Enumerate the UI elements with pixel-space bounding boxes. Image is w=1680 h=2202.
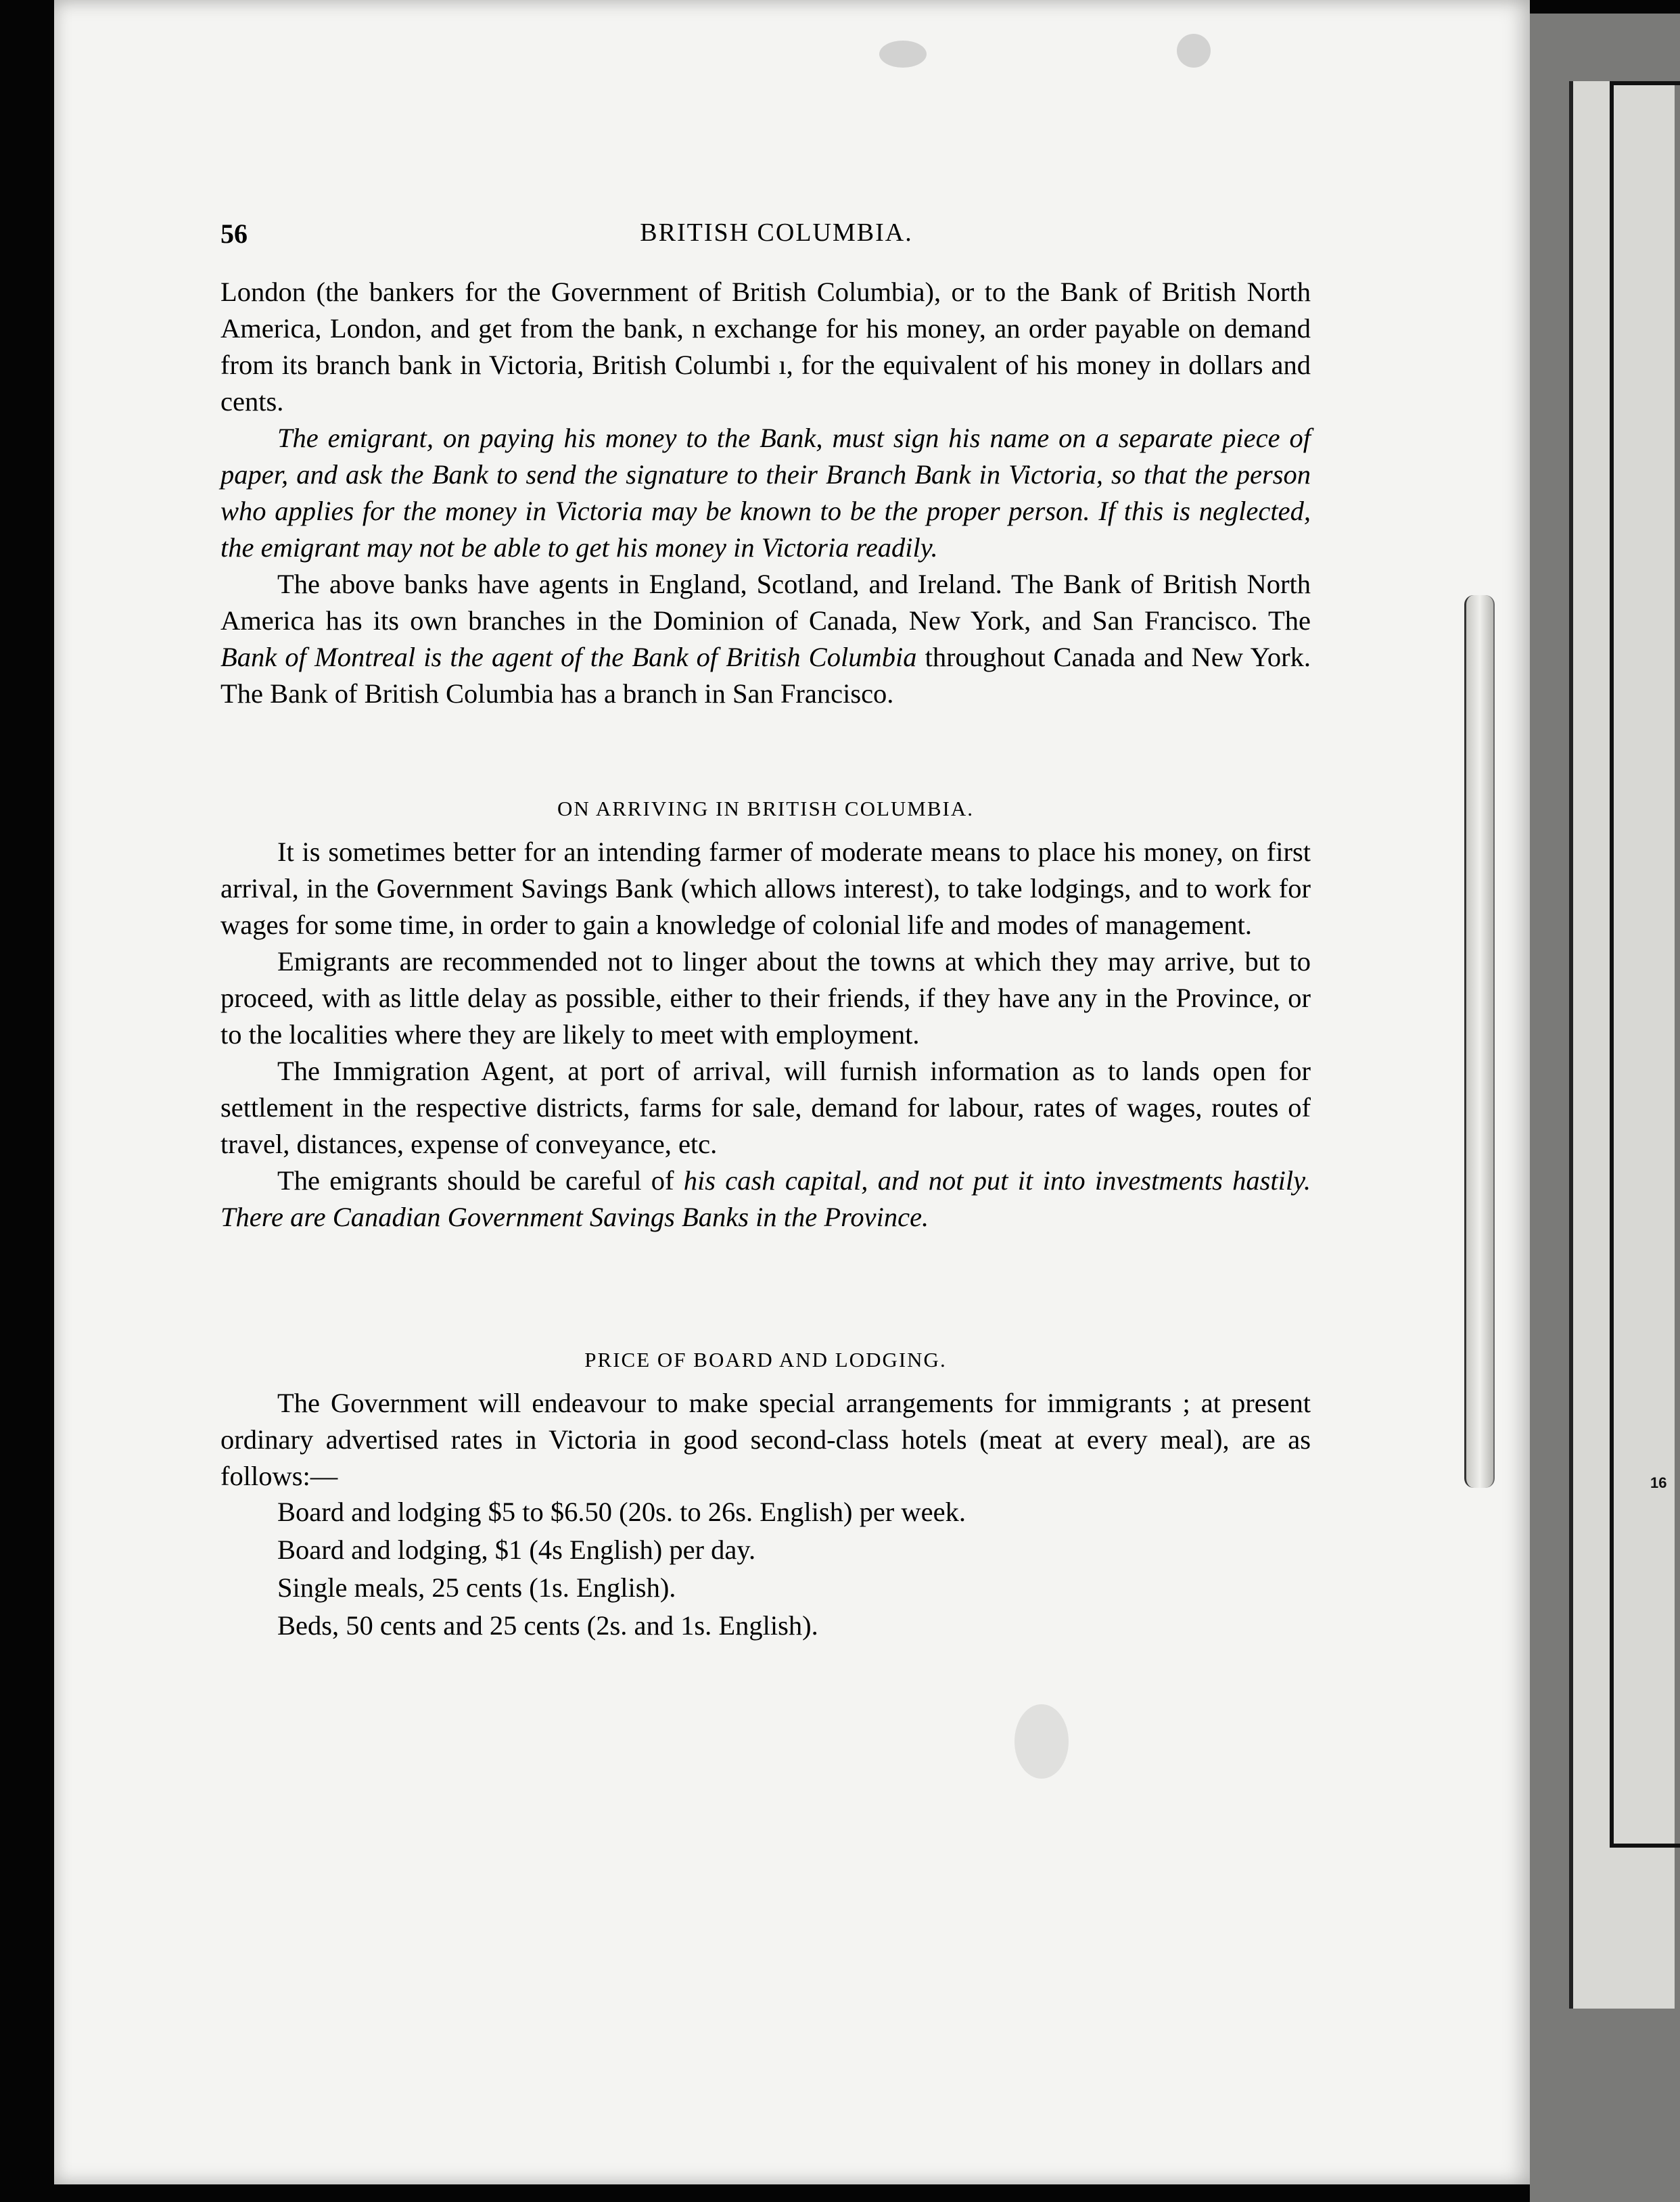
- list-item: Beds, 50 cents and 25 cents (2s. and 1s. English).: [277, 1610, 818, 1641]
- section-heading-arriving: ON ARRIVING IN BRITISH COLUMBIA.: [557, 797, 974, 820]
- list-item: Board and lodging, $1 (4s English) per day.: [277, 1535, 756, 1565]
- running-head: BRITISH COLUMBIA.: [640, 218, 913, 247]
- paragraph-bank-transfer: London (the bankers for the Government of British Columbia), or to the Bank of British North America, London, and get from the bank, n exchange for his money, an order payable on demand from its branch bank in Victoria, British Columbi ı, for the equivalent of his money in dollars and cents.: [220, 277, 1311, 417]
- paragraph-emigrants-advice: Emigrants are recommended not to linger about the towns at which they may arrive, but to proceed, with as little delay as possible, either to their friends, if they have any in the Province, or to the localities where they are likely to meet with employment.: [220, 946, 1311, 1050]
- list-item: Single meals, 25 cents (1s. English).: [277, 1572, 676, 1603]
- paragraph-signature-note: [220, 420, 1311, 566]
- body-text: The above banks have agents in England, Scotland, and Ireland. The Bank of British North America has its own branches in the Dominion of Canada, New York, and San Francisco. The: [220, 569, 1311, 636]
- fold-label: 16: [1650, 1474, 1667, 1491]
- body-text: throughout Canada and New York. The Bank of British Columbia has a branch in San Francisco.: [220, 642, 1311, 709]
- paragraph-board-intro: The Government will endeavour to make special arrangements for immigrants ; at present ordinary advertised rates in Victoria in good second-class hotels (meat at every meal), are as follows:—: [220, 1388, 1311, 1491]
- paragraph-immigration-agent: The Immigration Agent, at port of arrival, will furnish information as to lands open for settlement in the respective districts, farms for sale, demand for labour, rates of wages, routes of travel, distances, expense of conveyance, etc.: [220, 1056, 1311, 1159]
- board-text: [220, 1385, 1311, 1495]
- scan-smudge: [879, 41, 927, 68]
- scan-smudge: [1177, 34, 1211, 68]
- intro-text: [220, 274, 1311, 712]
- arriving-text: [220, 834, 1311, 1236]
- paragraph-savings-bank: It is sometimes better for an intending farmer of moderate means to place his money, on first arrival, in the Government Savings Bank (which allows interest), to take lodgings, and to work for wages for some time, in order to gain a knowledge of colonial life and modes of management.: [220, 837, 1311, 940]
- italic-text: The emigrant, on paying his money to the Bank, must sign his name on a separate piece of paper, and ask the Bank to send the signature to their Branch Bank in Victoria, so that the person who applies for the money in Victoria may be known to be the proper person. If this is neglected, the emigrant may not be able to get his money in Victoria readily.: [220, 423, 1311, 563]
- italic-text: Bank of Montreal is the agent of the Bank of British Columbia: [220, 642, 917, 672]
- scan-smudge: [1014, 1704, 1069, 1779]
- page-number: 56: [220, 218, 248, 249]
- paragraph-bank-agents: [220, 566, 1311, 712]
- section-heading-board: PRICE OF BOARD AND LODGING.: [584, 1348, 947, 1372]
- italic-text: his cash capital, and not put it into investments hastily. There are Canadian Government Savings Banks in the Province.: [220, 1165, 1311, 1232]
- body-text: The emigrants should be careful of: [277, 1165, 684, 1196]
- board-rates-list: [277, 1493, 1224, 1645]
- adjacent-page-border: [1610, 81, 1680, 1848]
- paragraph-cash-capital: [220, 1163, 1311, 1236]
- map-fold-strip: [1464, 595, 1495, 1488]
- page-header: [220, 218, 1332, 258]
- list-item: Board and lodging $5 to $6.50 (20s. to 26s. English) per week.: [277, 1497, 966, 1527]
